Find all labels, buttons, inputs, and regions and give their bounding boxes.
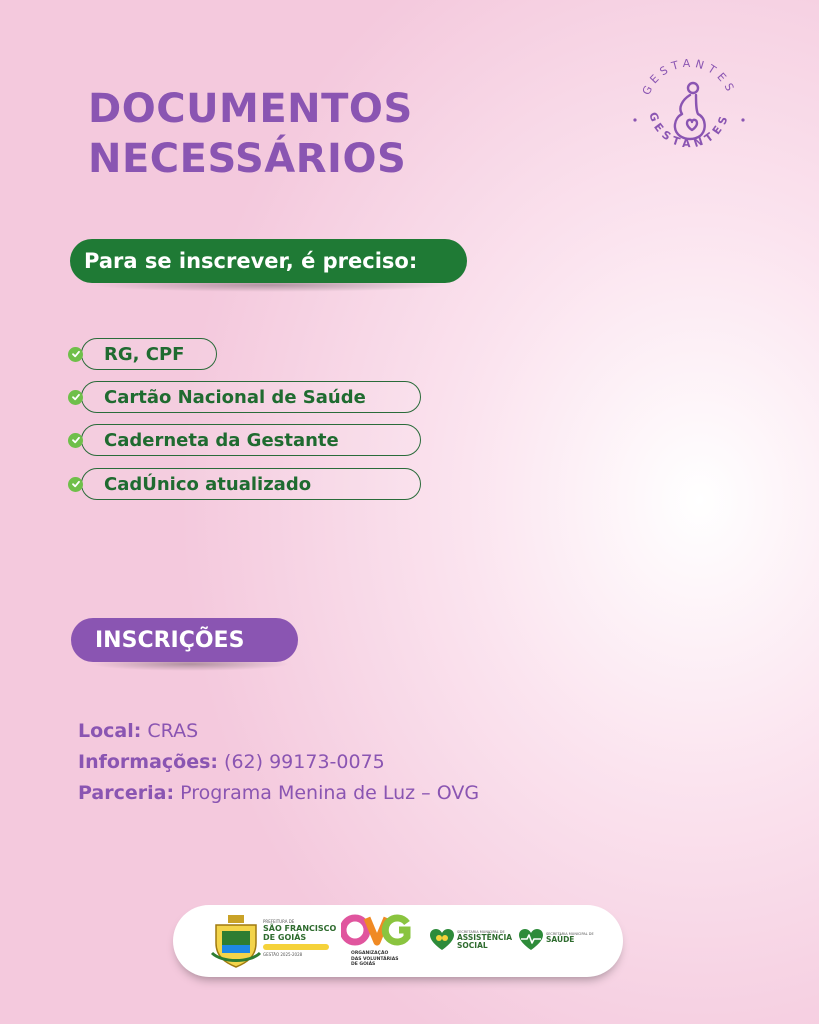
checklist-label: Caderneta da Gestante [81,424,421,456]
check-icon [68,477,83,492]
assistencia-name-2: SOCIAL [457,941,488,950]
badge-text-top: GESTANTES [639,56,739,98]
info-parceria [78,778,479,809]
saude-name: SAÚDE [546,935,575,944]
page-title [88,84,413,184]
inscricoes-pill [71,618,298,662]
checklist-label: RG, CPF [81,338,217,370]
footer-logos [173,905,623,977]
inscricoes-label: INSCRIÇÕES [95,627,245,653]
coat-of-arms-icon [208,913,264,969]
check-icon [68,390,83,405]
check-icon [68,433,83,448]
info-phone-label: Informações: [78,751,219,773]
checklist-item [68,338,217,370]
info-local-label: Local: [78,720,142,742]
ovg-logo [341,913,413,947]
info-local [78,716,479,747]
ovg-text [351,951,398,968]
assistencia-name-1: ASSISTÊNCIA [457,933,513,942]
info-block [78,716,479,809]
ovg-line-3: DE GOIÁS [351,962,376,967]
assistencia-small: SECRETARIA MUNICIPAL DE [457,930,505,934]
heart-icon [687,120,697,130]
check-icon [68,347,83,362]
page-title-line-2: NECESSÁRIOS [88,136,407,182]
heart-icon [429,928,455,952]
info-parceria-label: Parceria: [78,782,175,804]
page-title-line-1: DOCUMENTOS [88,86,413,132]
checklist-label: Cartão Nacional de Saúde [81,381,421,413]
checklist-item [68,381,421,413]
info-parceria-value: Programa Menina de Luz – OVG [174,782,480,804]
intro-label: Para se inscrever, é preciso: [84,249,418,273]
badge-text-bottom: GESTANTES [646,110,732,151]
info-local-value: CRAS [141,720,199,742]
prefeitura-gestao: GESTÃO 2025-2028 [263,952,303,957]
saude-small: SECRETARIA MUNICIPAL DE [546,932,594,936]
info-phone-value: (62) 99173-0075 [218,751,385,773]
ovg-line-1: ORGANIZAÇÃO [351,951,389,956]
info-phone [78,747,479,778]
prefeitura-small: PREFEITURA DE [263,919,295,924]
pregnant-woman-icon [675,83,705,139]
heart-pulse-icon [518,928,544,952]
assistencia-logo [457,930,512,950]
svg-text:GESTANTES [646,110,732,150]
prefeitura-logo [263,919,343,957]
prefeitura-name-1: SÃO FRANCISCO [263,924,337,933]
checklist-label: CadÚnico atualizado [81,468,421,500]
prefeitura-name-2: DE GOIÁS [263,933,307,942]
saude-logo [546,932,594,944]
checklist-item [68,468,421,500]
ovg-line-2: DAS VOLUNTÁRIAS [351,956,399,962]
intro-pill [70,239,467,283]
gestantes-badge [630,50,748,168]
checklist-item [68,424,421,456]
